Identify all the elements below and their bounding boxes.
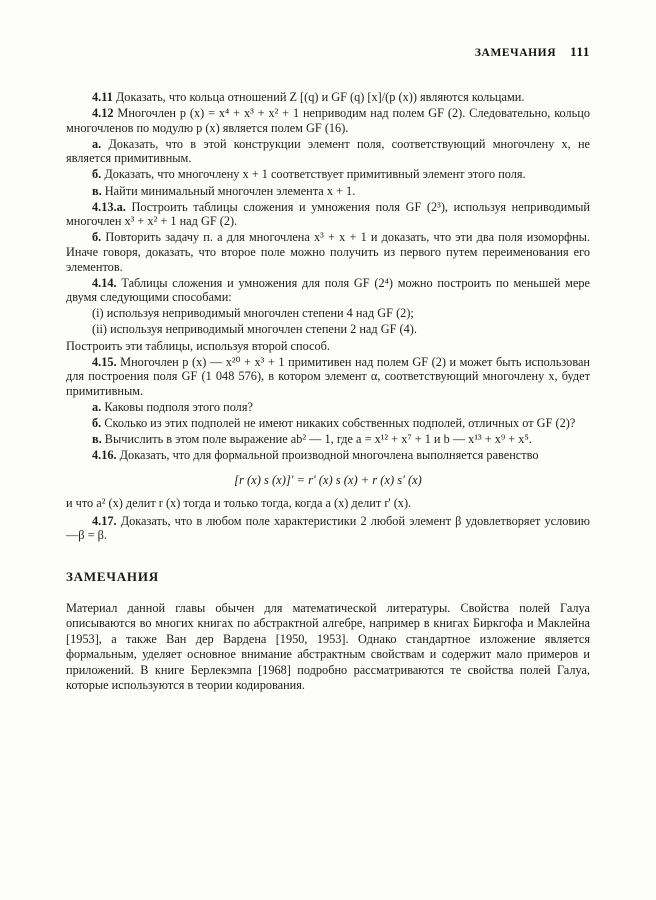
exercise-text: Доказать, что кольца отношений Z [(q) и GF (q) [x]/(p (x)) являются кольцами. — [115, 90, 525, 104]
exercise-text: Доказать, что многочлену x + 1 соответствует примитивный элемент этого поля. — [104, 167, 526, 182]
exercise-4-14-closing — [66, 339, 590, 354]
exercise-number: б. — [92, 167, 102, 182]
exercise-number: 4.14. — [92, 275, 117, 290]
exercise-4-12 — [66, 106, 590, 135]
exercise-number: 4.15. — [92, 354, 117, 369]
notes-section-title: ЗАМЕЧАНИЯ — [66, 569, 159, 585]
formula-followup: и что a² (x) делит r (x) тогда и только тогда, когда a (x) делит r' (x). — [66, 495, 412, 510]
exercise-text: Найти минимальный многочлен элемента x + 1. — [104, 183, 356, 198]
exercise-4-14 — [66, 276, 590, 305]
page-number: 111 — [570, 44, 590, 59]
exercise-4-14-ii — [66, 322, 590, 337]
exercise-text: Каковы подполя этого поля? — [104, 399, 253, 414]
exercise-4-16 — [66, 448, 590, 463]
exercise-text: Построить таблицы сложения и умножения поля GF (2³), используя неприводимый многочлен x³ + x² + 1 над GF (2). — [66, 199, 591, 229]
exercise-4-15-v — [66, 432, 590, 447]
exercise-number: б. — [92, 230, 102, 245]
exercise-4-13-b — [66, 230, 590, 274]
notes-section-body — [66, 601, 590, 693]
exercise-number: (ii) — [92, 322, 108, 337]
exercise-text: Построить эти таблицы, используя второй способ. — [66, 338, 330, 353]
exercise-text: Многочлен p (x) = x⁴ + x³ + x² + 1 неприводим над полем GF (2). Следовательно, кольцо многочленов по модулю p (x) является полем GF (16). — [66, 106, 591, 135]
exercise-4-15 — [66, 355, 590, 399]
page-content — [66, 44, 590, 693]
exercise-number: 4.17. — [92, 513, 117, 528]
exercise-text: Сколько из этих подполей не имеют никаких собственных подполей, отличных от GF (2)? — [104, 415, 576, 430]
exercise-number: 4.12 — [92, 106, 114, 121]
exercise-text: используя неприводимый многочлен степени 4 над GF (2); — [106, 306, 414, 321]
running-header — [66, 44, 590, 60]
exercise-text: Таблицы сложения и умножения для поля GF (2⁴) можно построить по меньшей мере двумя следующими способами: — [66, 275, 591, 305]
exercise-number: 4.13.а. — [92, 199, 126, 214]
exercise-text: Повторить задачу п. а для многочлена x³ + x + 1 и доказать, что эти два поля изоморфны. Иначе говоря, доказать, что второе поле можно получить из первого путем переименования его элементов. — [66, 230, 590, 274]
exercise-text: Доказать, что для формальной производной многочлена выполняется равенство — [119, 448, 539, 463]
derivative-formula: [r (x) s (x)]' = r' (x) s (x) + r (x) s' (x) — [234, 472, 422, 487]
exercise-text: Многочлен p (x) — x²⁰ + x³ + 1 примитивен над полем GF (2) и может быть использован для построения поля GF (1 048 576), в котором элемент α, соответствующий многочлену x, будет примитивным. — [66, 354, 591, 398]
header-title: ЗАМЕЧАНИЯ — [474, 47, 557, 59]
exercise-4-14-i — [66, 306, 590, 321]
exercise-4-15-b — [66, 416, 590, 431]
exercise-4-17 — [66, 514, 590, 543]
exercise-4-12-b — [66, 167, 590, 182]
exercise-number: 4.16. — [92, 448, 117, 463]
notes-paragraph: Материал данной главы обычен для математической литературы. Свойства полей Галуа описываются во многих книгах по абстрактной алгебре, например в книгах Биркгофа и Маклейна [1953], а также Ван дер Вардена [1950, 1953]. Однако стандартное изложение является формальным, уделяет основное внимание абстрактным свойствам и содержит мало примеров и приложений. В книге Берлекэмпа [1968] подробно рассматриваются те свойства полей Галуа, которые используются в теории кодирования. — [66, 601, 590, 693]
exercise-number: (i) — [92, 306, 104, 321]
exercise-text: Доказать, что в любом поле характеристики 2 любой элемент β удовлетворяет условию —β = β. — [66, 513, 590, 543]
exercise-number: 4.11 — [92, 90, 113, 104]
exercise-number: а. — [92, 136, 102, 151]
exercise-number: б. — [92, 415, 102, 430]
exercise-number: а. — [92, 399, 102, 414]
exercise-text: Доказать, что в этой конструкции элемент поля, соответствующий многочлену x, не является примитивным. — [66, 136, 590, 166]
exercise-text: Вычислить в этом поле выражение ab² — 1, где a = x¹² + x⁷ + 1 и b — x¹³ + x⁹ + x⁵. — [104, 432, 532, 447]
exercise-text: используя неприводимый многочлен степени 2 над GF (4). — [110, 322, 417, 337]
exercise-4-12-v — [66, 184, 590, 199]
exercise-number: в. — [92, 183, 102, 198]
exercise-number: в. — [92, 432, 102, 447]
exercise-4-12-a — [66, 137, 590, 166]
exercise-4-15-a — [66, 400, 590, 415]
exercise-4-13-a — [66, 200, 590, 229]
exercise-4-11 — [66, 90, 590, 105]
